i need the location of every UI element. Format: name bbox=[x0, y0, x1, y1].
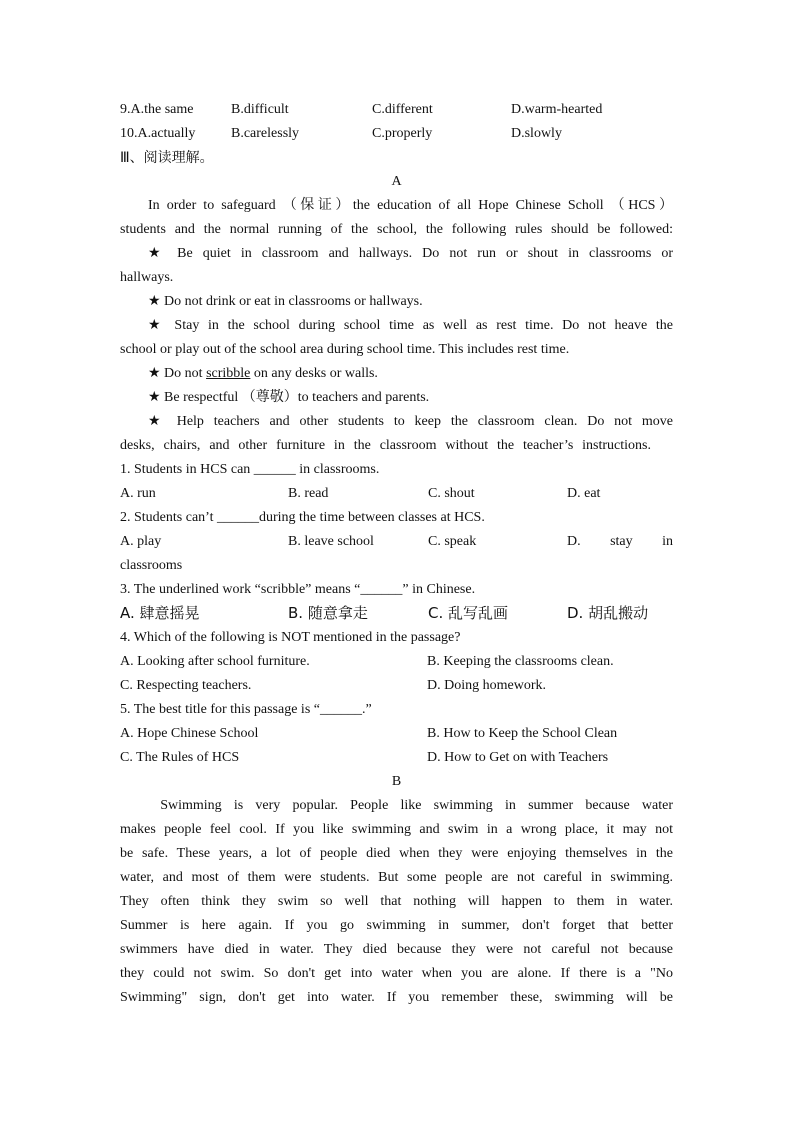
q3-option-d: D. 胡乱搬动 bbox=[567, 604, 649, 622]
q5-option-d: D. How to Get on with Teachers bbox=[427, 750, 609, 765]
q2-option-c: C. speak bbox=[428, 534, 477, 549]
q10-option-a: 10.A.actually bbox=[120, 126, 196, 141]
q4-option-d: D. Doing homework. bbox=[427, 678, 546, 693]
rule-3-line-2: school or play out of the school area during school time. This includes rest time. bbox=[120, 342, 570, 357]
question-1-stem: 1. Students in HCS can ______ in classrooms. bbox=[120, 462, 380, 477]
passage-a-intro-line-1: In order to safeguard （保证）the education of all Hope Chinese Scholl （HCS） bbox=[148, 198, 673, 213]
q5-option-a: A. Hope Chinese School bbox=[120, 726, 259, 741]
q10-option-d: D.slowly bbox=[511, 126, 562, 141]
q2-option-a: A. play bbox=[120, 534, 162, 549]
q3-option-c: C. 乱写乱画 bbox=[428, 604, 509, 622]
q3-option-b: B. 随意拿走 bbox=[288, 604, 368, 622]
question-4-options-row-2 bbox=[120, 676, 673, 696]
question-4-stem: 4. Which of the following is NOT mentioned in the passage? bbox=[120, 630, 461, 645]
q2-option-b: B. leave school bbox=[288, 534, 374, 549]
passage-b-line-5: They often think they swim so well that nothing will happen to them in water. bbox=[120, 894, 673, 909]
q10-option-b: B.carelessly bbox=[231, 126, 300, 141]
passage-a-label: A bbox=[391, 174, 402, 189]
question-2-options bbox=[120, 532, 673, 552]
question-1-options bbox=[120, 484, 673, 504]
rule-2: ★ Do not drink or eat in classrooms or hallways. bbox=[148, 294, 423, 309]
question-5-options-row-1 bbox=[120, 724, 673, 744]
passage-b-label: B bbox=[391, 774, 402, 789]
q10-option-c: C.properly bbox=[372, 126, 433, 141]
passage-b-line-8: they could not swim. So don't get into water when you are alone. If there is a "No bbox=[120, 966, 673, 981]
passage-b-line-1: Swimming is very popular. People like swimming in summer because water bbox=[148, 798, 673, 813]
passage-b-line-7: swimmers have died in water. They died because they were not careful not because bbox=[120, 942, 673, 957]
passage-b-line-4: water, and most of them were students. But some people are not careful in swimming. bbox=[120, 870, 673, 885]
passage-b-line-2: makes people feel cool. If you like swimming and swim in a wrong place, it may not bbox=[120, 822, 673, 837]
question-9-options bbox=[120, 100, 673, 120]
question-5-options-row-2 bbox=[120, 748, 673, 768]
q5-option-c: C. The Rules of HCS bbox=[120, 750, 240, 765]
q9-option-c: C.different bbox=[372, 102, 433, 117]
q1-option-a: A. run bbox=[120, 486, 156, 501]
passage-a-intro-line-2: students and the normal running of the school, the following rules should be followed: bbox=[120, 222, 673, 237]
q1-option-b: B. read bbox=[288, 486, 329, 501]
question-4-options-row-1 bbox=[120, 652, 673, 672]
rule-6-line-2: desks, chairs, and other furniture in the classroom without the teacher’s instructions. bbox=[120, 438, 651, 453]
passage-b-line-9: Swimming" sign, don't get into water. If you remember these, swimming will be bbox=[120, 990, 673, 1005]
rule-4-suffix: on any desks or walls. bbox=[250, 366, 378, 381]
q1-option-d: D. eat bbox=[567, 486, 601, 501]
q2-option-d: D. stay in bbox=[567, 534, 673, 549]
question-10-options bbox=[120, 124, 673, 144]
q9-option-b: B.difficult bbox=[231, 102, 289, 117]
q9-option-d: D.warm-hearted bbox=[511, 102, 603, 117]
rule-1-line-1: ★ Be quiet in classroom and hallways. Do not run or shout in classrooms or bbox=[148, 246, 673, 261]
rule-5: ★ Be respectful （尊敬）to teachers and parents. bbox=[148, 390, 430, 405]
rule-4-prefix: ★ Do not bbox=[148, 366, 207, 381]
rule-3-line-1: ★ Stay in the school during school time as well as rest time. Do not heave the bbox=[148, 318, 673, 333]
q1-option-c: C. shout bbox=[428, 486, 475, 501]
rule-4 bbox=[148, 364, 673, 384]
q3-option-a: A. 肆意摇晃 bbox=[120, 604, 200, 622]
q2-option-d-continued: classrooms bbox=[120, 558, 183, 573]
q4-option-b: B. Keeping the classrooms clean. bbox=[427, 654, 614, 669]
question-5-stem: 5. The best title for this passage is “______.” bbox=[120, 702, 372, 717]
question-3-stem: 3. The underlined work “scribble” means “______” in Chinese. bbox=[120, 582, 476, 597]
underlined-word-scribble: scribble bbox=[206, 366, 251, 381]
rule-6-line-1: ★ Help teachers and other students to keep the classroom clean. Do not move bbox=[148, 414, 673, 429]
rule-1-line-2: hallways. bbox=[120, 270, 174, 285]
section-title: Ⅲ、阅读理解。 bbox=[120, 150, 214, 166]
passage-b-line-3: be safe. These years, a lot of people died when they were enjoying themselves in the bbox=[120, 846, 673, 861]
question-2-stem: 2. Students can’t ______during the time between classes at HCS. bbox=[120, 510, 485, 525]
q9-option-a: 9.A.the same bbox=[120, 102, 194, 117]
passage-b-line-6: Summer is here again. If you go swimming in summer, don't forget that better bbox=[120, 918, 673, 933]
q4-option-c: C. Respecting teachers. bbox=[120, 678, 252, 693]
q4-option-a: A. Looking after school furniture. bbox=[120, 654, 310, 669]
q5-option-b: B. How to Keep the School Clean bbox=[427, 726, 618, 741]
question-3-options bbox=[120, 603, 673, 625]
